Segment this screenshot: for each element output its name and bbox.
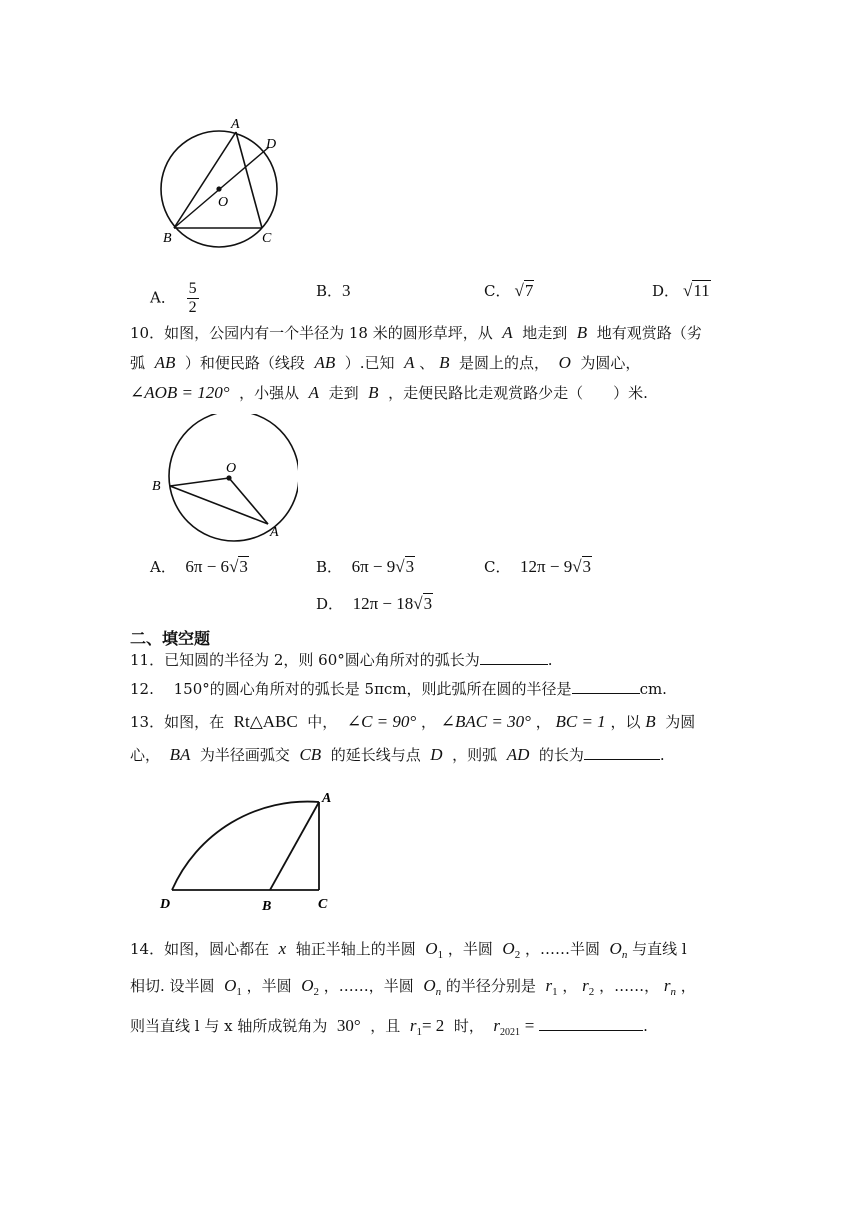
section-title: 二、填空题 [130, 629, 211, 648]
q14-line-1: 14．如图，圆心都在 x 轴正半轴上的半圆 $O_1$ ，半圆 $O_2$ ，……半圆 $O_n$ 与直线 l [130, 939, 687, 961]
fig9-label-d: D [266, 137, 277, 152]
q13-line-1: 13．如图，在 Rt△ABC 中， ∠C = 90° ， ∠BAC = 30° ， BC = 1 ，以 B 为圆 [130, 712, 696, 731]
fig10-label-o: O [226, 461, 237, 476]
fig9-label-a: A [231, 117, 240, 132]
fig9-label-o: O [218, 195, 229, 210]
q14-line-3: 则当直线 l 与 x 轴所成锐角为 30° ，且 $r_1= 2$ 时， $r_{2021}$ = . [130, 1016, 648, 1038]
q10-option-d[interactable]: D． 12π − 18√3 [316, 594, 433, 613]
q10-line-1: 10．如图，公园内有一个半径为 18 米的圆形草坪，从 A 地走到 B 地有观赏路（劣 [130, 323, 702, 342]
q9-option-c[interactable]: C． √7 [484, 281, 534, 300]
q13-line-2: 心， BA 为半径画弧交 CB 的延长线与点 D ，则弧 AD 的长为 . [130, 745, 665, 764]
answer-blank[interactable] [480, 648, 548, 665]
figure-q13 [156, 782, 356, 912]
fig13-label-d: D [160, 897, 171, 912]
answer-blank[interactable] [572, 677, 640, 694]
answer-blank[interactable] [539, 1014, 643, 1031]
q10-option-b[interactable]: B． 6π − 9√3 [316, 557, 415, 576]
q9-option-d[interactable]: D． √11 [652, 281, 710, 300]
q9-option-a[interactable]: A． $\frac{5}{2}$ [150, 280, 197, 316]
q9-option-b[interactable]: B．3 [316, 281, 351, 300]
fig10-label-b: B [152, 479, 161, 494]
q10-line-3: ∠AOB = 120° ，小强从 A 走到 B ，走便民路比走观赏路少走（ ）米. [130, 383, 648, 402]
fig13-label-a: A [322, 791, 332, 806]
figure-q9 [150, 112, 290, 252]
q12-line: 12. 150°的圆心角所对的弧长是 5πcm，则此弧所在圆的半径是 cm. [130, 677, 667, 700]
fig10-label-a: A [270, 525, 279, 540]
q10-line-2: 弧 AB ）和便民路（线段 AB ）.已知 A 、 B 是圆上的点， O 为圆心， [130, 353, 641, 372]
figure-q10 [148, 414, 298, 544]
fig9-label-b: B [163, 231, 172, 246]
q14-line-2: 相切. 设半圆 $O_1$ ，半圆 $O_2$ ，……，半圆 $O_n$ 的半径分别是 $r_1$ ， $r_2$ ，……， $r_n$ ， [130, 976, 696, 998]
fig9-label-c: C [262, 231, 272, 246]
fig13-label-c: C [318, 897, 328, 912]
answer-blank[interactable] [584, 743, 660, 760]
q11-line: 11．已知圆的半径为 2，则 60°圆心角所对的弧长为 . [130, 648, 553, 671]
fig13-label-b: B [262, 899, 272, 912]
q10-option-a[interactable]: A． 6π − 6√3 [150, 557, 248, 576]
fraction: $\frac{5}{2}$ [188, 280, 197, 316]
q10-option-c[interactable]: C． 12π − 9√3 [484, 557, 592, 576]
